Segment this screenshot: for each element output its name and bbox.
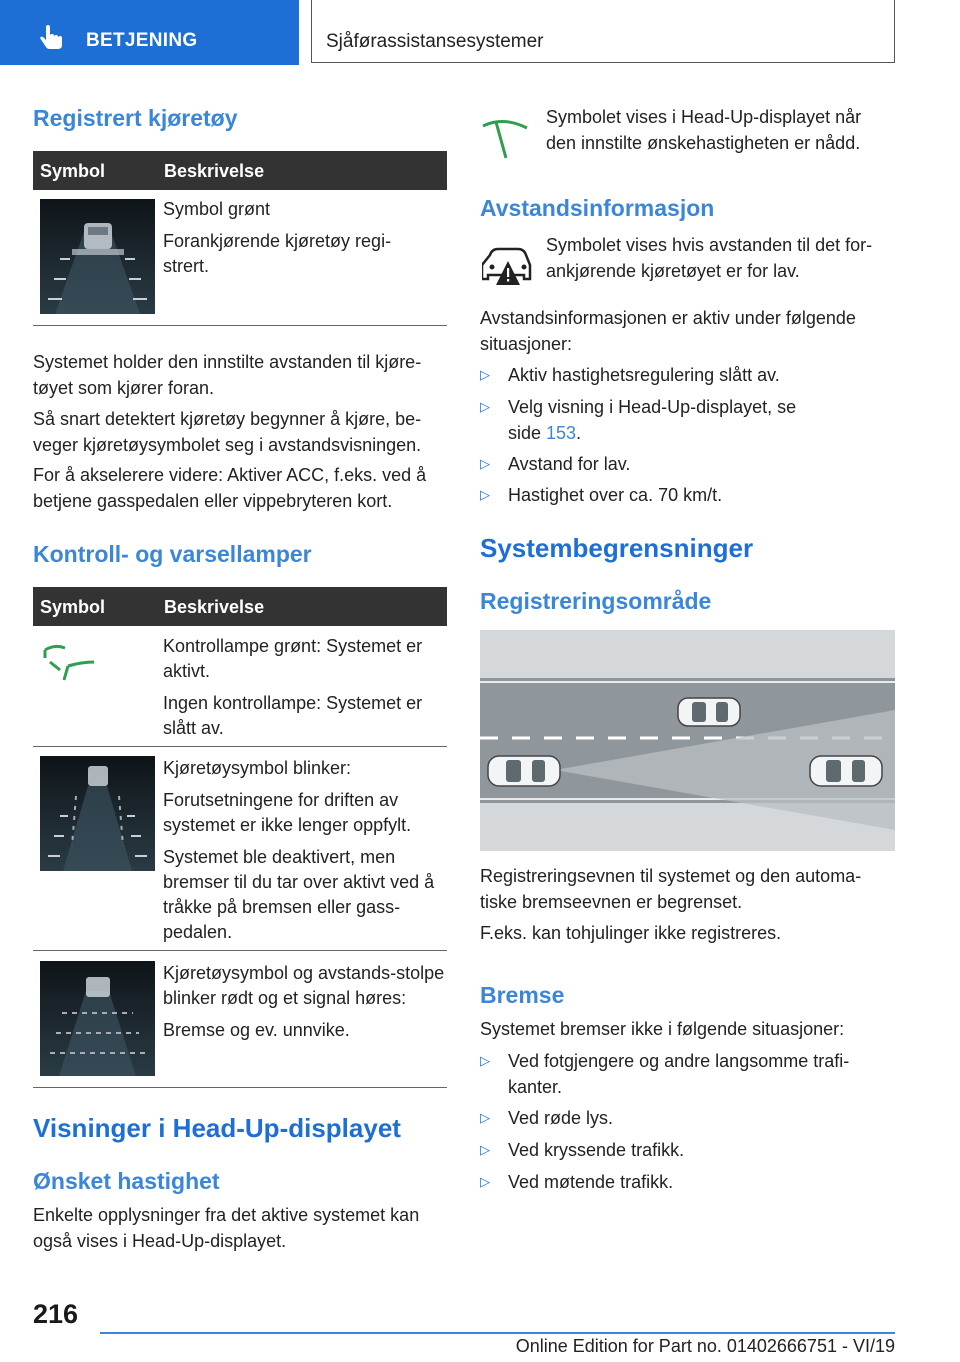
col-symbol: Symbol [40,161,106,181]
lamp-row3-description [163,961,447,1050]
list-item-text-end: . [576,423,582,443]
detection-range-heading: Registreringsområde [480,588,712,614]
page-number: 216 [33,1299,79,1329]
paragraph: Systemet holder den innstilte avstanden til kjøre-tøyet som kjører foran. [33,352,422,398]
list-item-text: Ved kryssende trafikk. [508,1140,685,1160]
list-item [480,482,896,508]
col-symbol: Symbol [40,597,106,617]
desc-line: Kjøretøysymbol og avstands-stolpe blinker rødt og et signal høres: [163,963,445,1008]
table-divider [33,1087,447,1088]
list-item [480,1105,896,1131]
desired-speed-heading: Ønsket hastighet [33,1168,220,1194]
hud-heading: Visninger i Head-Up-displayet [33,1113,401,1143]
list-item [480,451,896,477]
paragraph: Registreringsevnen til systemet og den automa-tiske bremseevnen er begrenset. [480,866,862,912]
desc-line: Bremse og ev. unnvike. [163,1020,350,1040]
triangle-bullet-icon: ▷ [480,1142,490,1157]
list-item [480,1048,896,1100]
registered-vehicle-description [163,197,445,286]
list-item-text: Avstand for lav. [508,454,631,474]
paragraph: Så snart detektert kjøretøy begynner å kjøre, be-veger kjøretøysymbolet seg i avstandsvisningen. [33,409,422,455]
triangle-bullet-icon: ▷ [480,1053,490,1068]
list-item [480,1169,896,1195]
table-divider [33,950,447,951]
list-item-text [508,394,893,446]
table-divider [33,746,447,747]
edition-text: Online Edition for Part no. 01402666751 - VI/19 [515,1336,895,1356]
list-item-text-line2: side [508,423,547,443]
distance-active-text: Avstandsinformasjonen er aktiv under følgende situasjoner: [480,308,856,354]
paragraph: For å akselerere videre: Aktiver ACC, f.eks. ved å betjene gasspedalen eller vippebryteren kort. [33,465,427,511]
hud-speed-reached-icon [480,112,536,160]
section-title: BETJENING [86,30,198,51]
desc-line: Kjøretøysymbol blinker: [163,758,352,778]
desc-line: Systemet ble deaktivert, men bremser til du tar over aktivt ved å tråkke på bremsen eller gass-pedalen. [163,847,435,942]
list-item [480,1137,896,1163]
list-item [480,362,896,388]
desc-line: Symbol grønt [163,199,271,219]
warning-lamps-heading: Kontroll- og varsellamper [33,541,312,567]
registered-vehicle-heading: Registrert kjøretøy [33,105,238,131]
col-description: Beskrivelse [164,597,265,617]
vehicle-blinking-symbol-image [40,756,155,871]
desc-line: Forutsetningene for driften av systemet er ikke lenger oppfylt. [163,790,412,835]
desc-line: Kontrollampe grønt: Systemet er aktivt. [163,636,423,681]
distance-heading: Avstandsinformasjon [480,195,715,221]
paragraph: Systemet bremser ikke i følgende situasjoner: [480,1019,845,1039]
list-item-text: Ved møtende trafikk. [508,1172,674,1192]
triangle-bullet-icon: ▷ [480,456,490,471]
list-item-text: Ved røde lys. [508,1108,614,1128]
triangle-bullet-icon: ▷ [480,487,490,502]
table-header [33,151,447,190]
list-item-text-line1: Velg visning i Head-Up-displayet, se [508,397,797,417]
list-item-text: Aktiv hastighetsregulering slått av. [508,365,780,385]
distance-symbol-text: Symbolet vises hvis avstanden til det for-ankjørende kjøretøyet er for lav. [546,235,873,281]
col-description: Beskrivelse [164,161,265,181]
list-item [480,394,896,446]
desc-line: Forankjørende kjøretøy regi- strert. [163,231,392,276]
page-link[interactable]: 153 [546,423,577,443]
vehicle-registered-symbol-image [40,199,155,314]
chapter-tab[interactable] [311,0,895,63]
acc-green-indicator-icon [42,640,98,684]
hud-symbol-text: Symbolet vises i Head-Up-displayet når den innstilte ønskehastigheten er nådd. [546,107,862,153]
system-limits-heading: Systembegrensninger [480,533,754,563]
table-header [33,587,447,626]
triangle-bullet-icon: ▷ [480,1110,490,1125]
chapter-title: Sjåførassistansesystemer [326,31,544,52]
table-divider [33,325,447,326]
list-item-text: Hastighet over ca. 70 km/t. [508,485,723,505]
hand-pointer-icon [38,24,66,52]
paragraph: Enkelte opplysninger fra det aktive systemet kan også vises i Head-Up-displayet. [33,1205,420,1251]
triangle-bullet-icon: ▷ [480,367,490,382]
distance-warning-icon [482,245,534,291]
lamp-row1-description [163,634,447,748]
vehicle-red-distance-symbol-image [40,961,155,1076]
brake-heading: Bremse [480,982,565,1008]
list-item-text: Ved fotgjengere og andre langsomme trafi-kanter. [508,1051,850,1097]
desc-line: Ingen kontrollampe: Systemet er slått av. [163,693,423,738]
paragraph: F.eks. kan tohjulinger ikke registreres. [480,923,782,943]
triangle-bullet-icon: ▷ [480,399,490,414]
section-tab[interactable] [0,0,299,65]
detection-range-illustration [480,630,895,851]
triangle-bullet-icon: ▷ [480,1174,490,1189]
footer-divider [100,1332,895,1334]
lamp-row2-description [163,756,447,952]
